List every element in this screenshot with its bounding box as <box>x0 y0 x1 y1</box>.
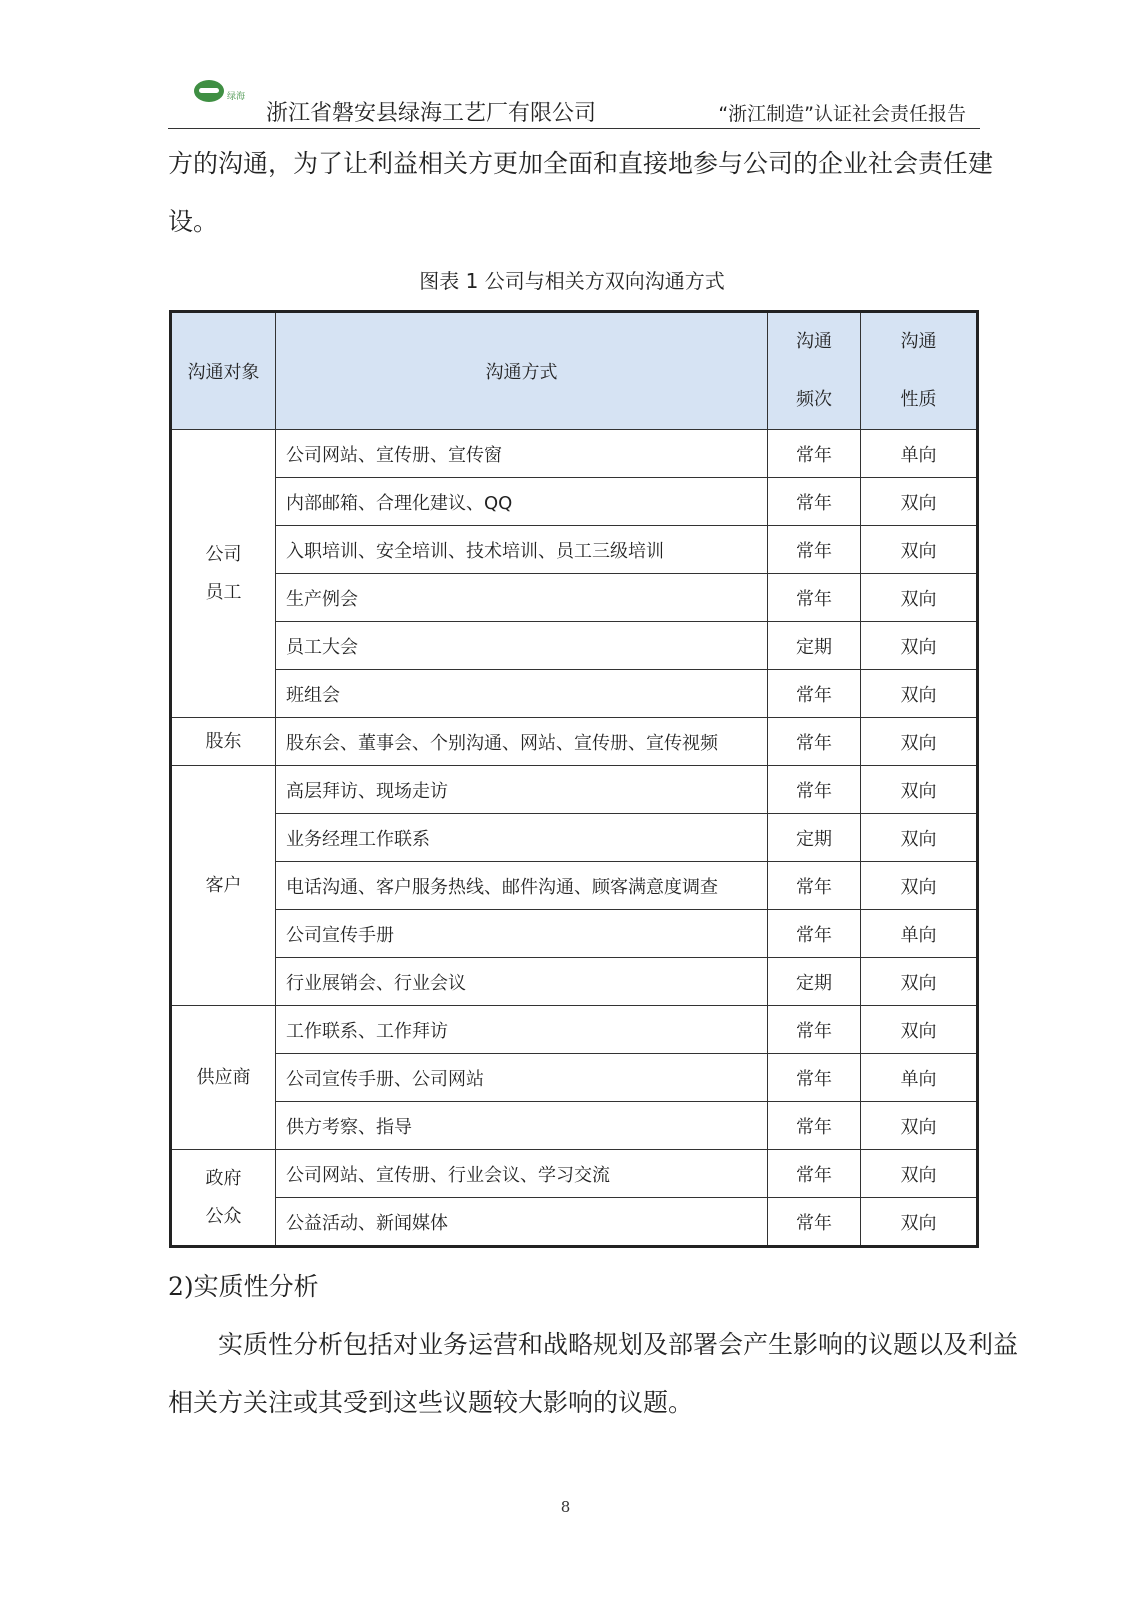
method-cell: 工作联系、工作拜访 <box>276 1006 768 1054</box>
method-cell: 员工大会 <box>276 622 768 670</box>
nature-cell: 双向 <box>861 766 978 814</box>
nature-cell: 单向 <box>861 430 978 478</box>
table-row <box>171 814 978 862</box>
nature-cell: 双向 <box>861 670 978 718</box>
nature-cell: 双向 <box>861 574 978 622</box>
frequency-cell: 常年 <box>768 430 861 478</box>
company-name: 浙江省磐安县绿海工艺厂有限公司 <box>266 101 597 126</box>
nature-cell: 单向 <box>861 1054 978 1102</box>
table-row <box>171 1102 978 1150</box>
logo-text: 绿海 <box>227 92 246 102</box>
table-row <box>171 526 978 574</box>
target-label-line: 客户 <box>205 874 242 896</box>
header-method: 沟通方式 <box>276 312 768 430</box>
method-cell: 公益活动、新闻媒体 <box>276 1198 768 1247</box>
table-row <box>171 910 978 958</box>
nature-cell: 双向 <box>861 958 978 1006</box>
header-nature-line2: 性质 <box>900 389 937 410</box>
target-label-line: 公司 <box>205 543 242 565</box>
frequency-cell: 常年 <box>768 1150 861 1198</box>
method-cell: 内部邮箱、合理化建议、QQ <box>276 478 768 526</box>
communication-table <box>169 310 979 1248</box>
frequency-cell: 常年 <box>768 766 861 814</box>
nature-cell: 双向 <box>861 478 978 526</box>
method-cell: 行业展销会、行业会议 <box>276 958 768 1006</box>
page-number: 8 <box>560 1498 571 1516</box>
company-logo <box>194 78 254 106</box>
method-cell: 高层拜访、现场走访 <box>276 766 768 814</box>
target-label-line: 政府 <box>205 1167 242 1189</box>
frequency-cell: 常年 <box>768 1102 861 1150</box>
page-header <box>168 70 980 129</box>
frequency-cell: 定期 <box>768 622 861 670</box>
frequency-cell: 定期 <box>768 814 861 862</box>
frequency-cell: 常年 <box>768 718 861 766</box>
target-cell-shareholders <box>171 718 276 766</box>
target-label-line: 员工 <box>205 581 242 603</box>
method-cell: 公司网站、宣传册、宣传窗 <box>276 430 768 478</box>
table-row <box>171 718 978 766</box>
method-cell: 电话沟通、客户服务热线、邮件沟通、顾客满意度调查 <box>276 862 768 910</box>
frequency-cell: 常年 <box>768 1006 861 1054</box>
table-row <box>171 1150 978 1198</box>
table-row <box>171 1054 978 1102</box>
frequency-cell: 常年 <box>768 574 861 622</box>
frequency-cell: 常年 <box>768 862 861 910</box>
method-cell: 班组会 <box>276 670 768 718</box>
method-cell: 生产例会 <box>276 574 768 622</box>
table-row <box>171 574 978 622</box>
target-cell-government-public <box>171 1150 276 1247</box>
method-cell: 股东会、董事会、个别沟通、网站、宣传册、宣传视频 <box>276 718 768 766</box>
target-label-line: 供应商 <box>196 1066 251 1088</box>
header-frequency <box>768 312 861 430</box>
target-label-line: 股东 <box>205 730 242 752</box>
nature-cell: 双向 <box>861 814 978 862</box>
table-header-row <box>171 312 978 430</box>
table-row <box>171 766 978 814</box>
table-row <box>171 1198 978 1247</box>
table-caption: 图表 1 公司与相关方双向沟通方式 <box>419 269 725 293</box>
nature-cell: 双向 <box>861 862 978 910</box>
method-cell: 公司宣传手册、公司网站 <box>276 1054 768 1102</box>
nature-cell: 双向 <box>861 1150 978 1198</box>
nature-cell: 单向 <box>861 910 978 958</box>
frequency-cell: 常年 <box>768 1054 861 1102</box>
nature-cell: 双向 <box>861 526 978 574</box>
target-cell-customers <box>171 766 276 1006</box>
header-frequency-line1: 沟通 <box>796 331 832 352</box>
nature-cell: 双向 <box>861 718 978 766</box>
table-row <box>171 862 978 910</box>
nature-cell: 双向 <box>861 1006 978 1054</box>
header-target: 沟通对象 <box>171 312 276 430</box>
section-heading: 2)实质性分析 <box>168 1272 319 1301</box>
table-row <box>171 670 978 718</box>
frequency-cell: 常年 <box>768 1198 861 1247</box>
frequency-cell: 常年 <box>768 478 861 526</box>
method-cell: 入职培训、安全培训、技术培训、员工三级培训 <box>276 526 768 574</box>
table-row <box>171 622 978 670</box>
method-cell: 公司宣传手册 <box>276 910 768 958</box>
target-label-line: 公众 <box>205 1205 242 1227</box>
report-title: “浙江制造”认证社会责任报告 <box>718 103 966 125</box>
nature-cell: 双向 <box>861 1102 978 1150</box>
nature-cell: 双向 <box>861 622 978 670</box>
target-cell-suppliers <box>171 1006 276 1150</box>
paragraph-1: 方的沟通，为了让利益相关方更加全面和直接地参与公司的企业社会责任建设。 <box>168 149 994 236</box>
header-nature <box>861 312 978 430</box>
header-nature-line1: 沟通 <box>900 331 937 352</box>
frequency-cell: 常年 <box>768 526 861 574</box>
table-row <box>171 430 978 478</box>
frequency-cell: 定期 <box>768 958 861 1006</box>
frequency-cell: 常年 <box>768 670 861 718</box>
paragraph-2: 实质性分析包括对业务运营和战略规划及部署会产生影响的议题以及利益相关方关注或其受到这些议题较大影响的议题。 <box>168 1330 1019 1417</box>
frequency-cell: 常年 <box>768 910 861 958</box>
table-row <box>171 478 978 526</box>
target-cell-employees <box>171 430 276 718</box>
table-row <box>171 958 978 1006</box>
method-cell: 公司网站、宣传册、行业会议、学习交流 <box>276 1150 768 1198</box>
method-cell: 供方考察、指导 <box>276 1102 768 1150</box>
leaf-logo-icon <box>194 80 224 102</box>
nature-cell: 双向 <box>861 1198 978 1247</box>
method-cell: 业务经理工作联系 <box>276 814 768 862</box>
table-row <box>171 1006 978 1054</box>
header-frequency-line2: 频次 <box>796 389 832 410</box>
